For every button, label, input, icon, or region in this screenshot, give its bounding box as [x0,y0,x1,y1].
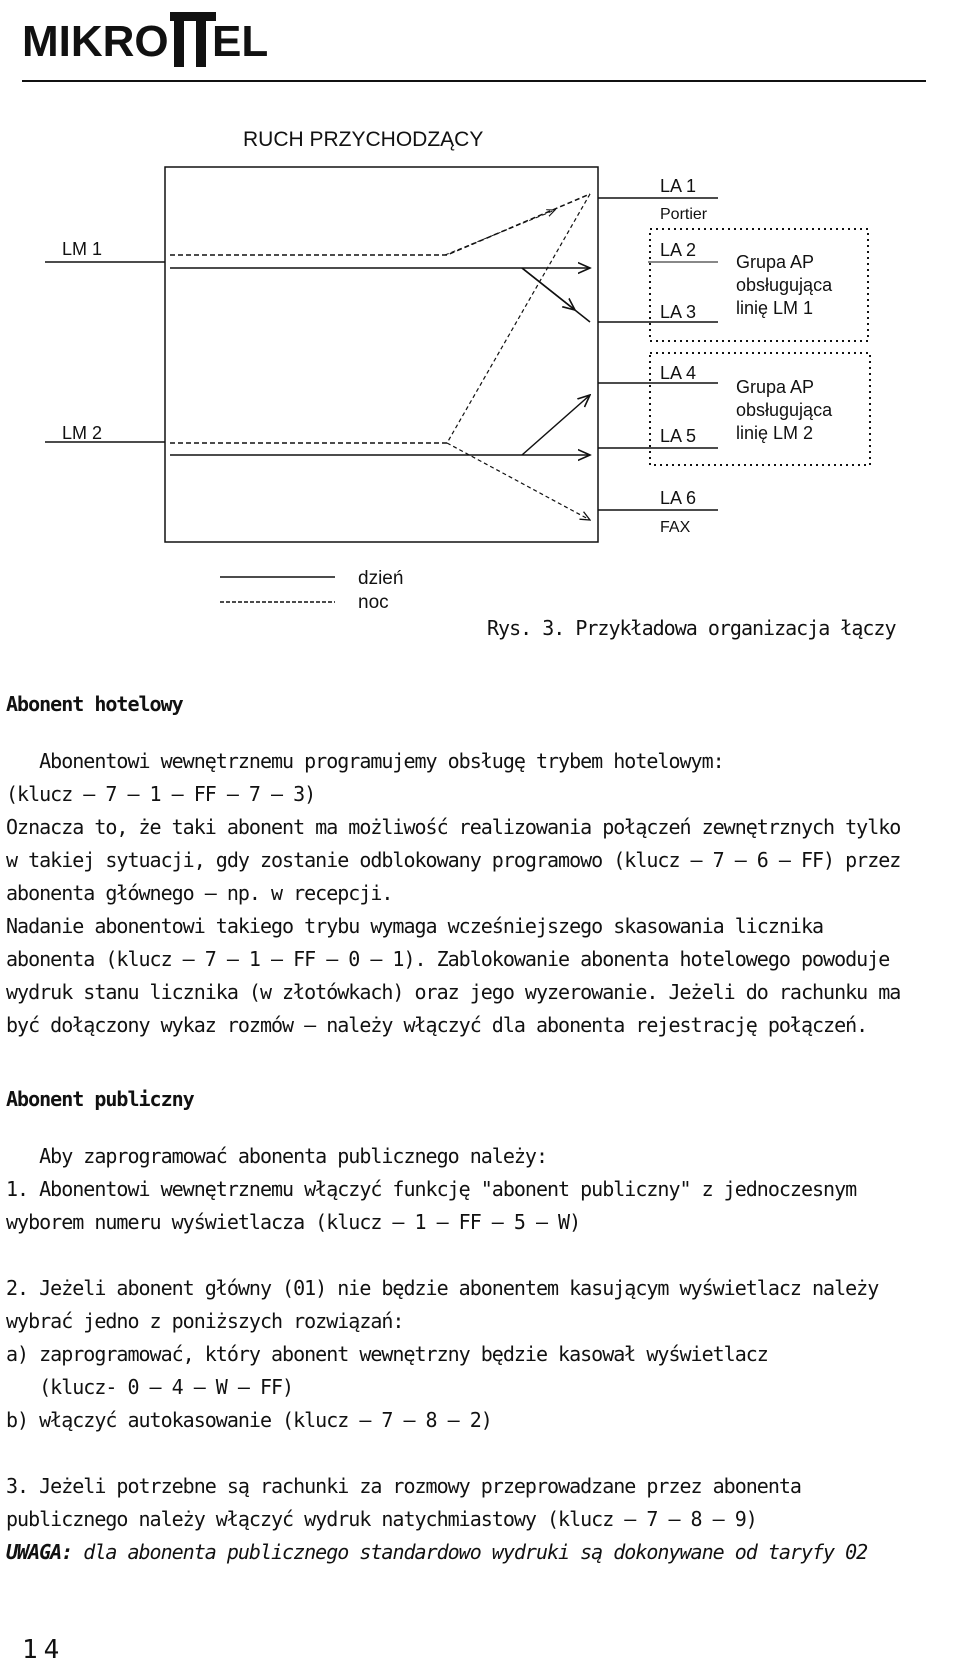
paragraph-line: 2. Jeżeli abonent główny (01) nie będzie abonentem kasującym wyświetlacz należy [6,1276,879,1300]
group2-line3: linię LM 2 [736,423,814,443]
note-text: dla abonenta publicznego standardowo wydruki są dokonywane od taryfy 02 [72,1540,868,1564]
logo-t-mark [170,12,216,67]
label-fax: FAX [660,519,691,536]
paragraph-line: Oznacza to, że taki abonent ma możliwość realizowania połączeń zewnętrznych tylko [6,815,901,839]
paragraph-line: wydruk stanu licznika (w złotówkach) oraz jego wyzerowanie. Jeżeli do rachunku ma [6,980,901,1004]
group1-line2: obsługująca [736,275,833,295]
header-rule [22,80,926,82]
paragraph-line: 3. Jeżeli potrzebne są rachunki za rozmowy przeprowadzane przez abonenta [6,1474,801,1498]
paragraph-line: b) włączyć autokasowanie (klucz – 7 – 8 – 2) [6,1408,492,1432]
note-label: UWAGA: [6,1540,73,1564]
paragraph-line: Aby zaprogramować abonenta publicznego należy: [6,1144,548,1168]
paragraph-line: wyborem numeru wyświetlacza (klucz – 1 – FF – 5 – W) [6,1210,581,1234]
paragraph-line: Nadanie abonentowi takiego trybu wymaga wcześniejszego skasowania licznika [6,914,824,938]
switch-box [165,167,598,542]
diagram-title: RUCH PRZYCHODZĄCY [243,128,484,151]
svg-text:EL: EL [212,17,269,66]
svg-text:MIKRO: MIKRO [22,17,169,66]
paragraph-line: abonenta (klucz – 7 – 1 – FF – 0 – 1). Zablokowanie abonenta hotelowego powoduje [6,947,890,971]
label-lm2: LM 2 [62,423,103,443]
paragraph-line: (klucz- 0 – 4 – W – FF) [6,1375,294,1399]
legend-night-label: noc [358,592,389,613]
mikrotel-logo [22,6,292,72]
label-la1: LA 1 [660,176,697,196]
label-la2: LA 2 [660,240,697,260]
label-la6: LA 6 [660,488,697,508]
label-la3: LA 3 [660,302,697,322]
group1-line1: Grupa AP [736,252,815,272]
paragraph-line: 1. Abonentowi wewnętrznemu włączyć funkcję "abonent publiczny" z jednoczesnym [6,1177,857,1201]
figure-caption: Rys. 3. Przykładowa organizacja łączy [487,616,896,640]
label-portier: Portier [660,206,708,223]
paragraph-line: publicznego należy włączyć wydruk natychmiastowy (klucz – 7 – 8 – 9) [6,1507,757,1531]
paragraph-line: być dołączony wykaz rozmów – należy włączyć dla abonenta rejestrację połączeń. [6,1013,868,1037]
label-lm1: LM 1 [62,239,103,259]
page-number: 14 [22,1635,66,1665]
trunk-organization-diagram [0,110,960,630]
label-la4: LA 4 [660,363,697,383]
group2-line2: obsługująca [736,400,833,420]
paragraph-line: abonenta głównego – np. w recepcji. [6,881,393,905]
label-la5: LA 5 [660,426,697,446]
note-line [6,1536,867,1569]
group1-line3: linię LM 1 [736,298,814,318]
paragraph-line: (klucz – 7 – 1 – FF – 7 – 3) [6,782,316,806]
paragraph-line: a) zaprogramować, który abonent wewnętrzny będzie kasował wyświetlacz [6,1342,768,1366]
paragraph-line: Abonentowi wewnętrznemu programujemy obsługę trybem hotelowym: [6,749,724,773]
section-heading-public: Abonent publiczny [6,1087,194,1111]
legend-day-label: dzień [358,568,404,589]
group2-line1: Grupa AP [736,377,815,397]
section-heading-hotel: Abonent hotelowy [6,692,183,716]
paragraph-line: w takiej sytuacji, gdy zostanie odblokowany programowo (klucz – 7 – 6 – FF) przez [6,848,901,872]
paragraph-line: wybrać jedno z poniższych rozwiązań: [6,1309,404,1333]
